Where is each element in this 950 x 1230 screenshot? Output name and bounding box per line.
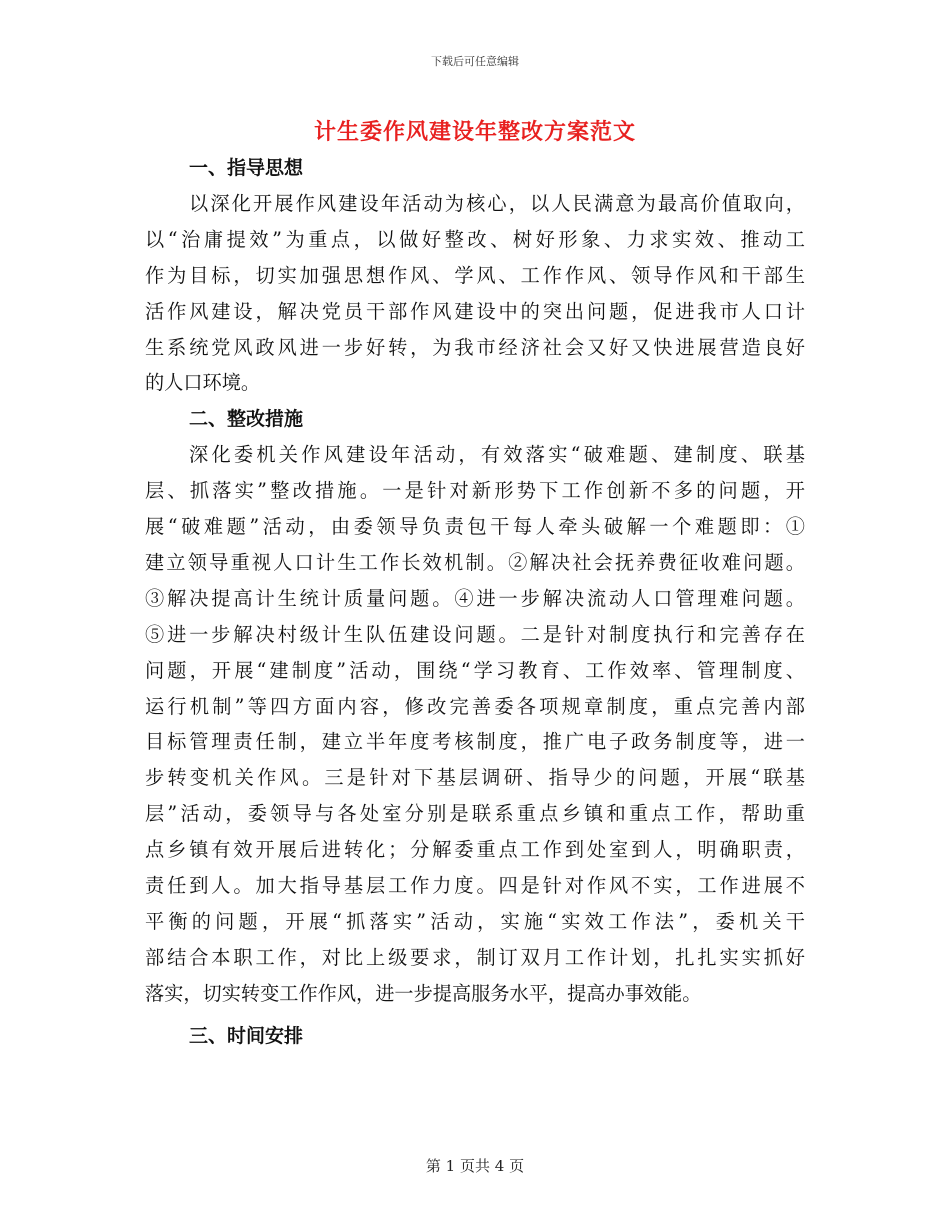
text-line: 的人口环境。 bbox=[145, 371, 261, 395]
section-paragraph bbox=[145, 437, 805, 1011]
document-body bbox=[145, 150, 805, 1054]
text-line: 层”活动，委领导与各处室分别是联系重点乡镇和重点工作，帮助重 bbox=[145, 802, 805, 826]
text-line: 深化委机关作风建设年活动，有效落实“破难题、建制度、联基 bbox=[189, 443, 805, 467]
text-line: 以“治庸提效”为重点，以做好整改、树好形象、力求实效、推动工 bbox=[145, 227, 805, 251]
text-line: 运行机制”等四方面内容，修改完善委各项规章制度，重点完善内部 bbox=[145, 694, 805, 718]
text-line: ⑤进一步解决村级计生队伍建设问题。二是针对制度执行和完善存在 bbox=[145, 622, 805, 646]
text-line: 平衡的问题，开展“抓落实”活动，实施“实效工作法”，委机关干 bbox=[145, 909, 805, 933]
text-line: 展“破难题”活动，由委领导负责包干每人牵头破解一个难题即：① bbox=[145, 515, 805, 539]
section-paragraph bbox=[145, 186, 805, 401]
section-heading: 二、整改措施 bbox=[189, 408, 304, 431]
text-line: 责任到人。加大指导基层工作力度。四是针对作风不实，工作进展不 bbox=[145, 874, 805, 898]
page-number: 第 1 页共 4 页 bbox=[425, 1157, 525, 1175]
text-line: 落实，切实转变工作作风，进一步提高服务水平，提高办事效能。 bbox=[145, 981, 702, 1005]
text-line: 活作风建设，解决党员干部作风建设中的突出问题，促进我市人口计 bbox=[145, 299, 805, 323]
document-title: 计生委作风建设年整改方案范文 bbox=[313, 119, 636, 145]
text-line: ③解决提高计生统计质量问题。④进一步解决流动人口管理难问题。 bbox=[145, 586, 805, 610]
text-line: 生系统党风政风进一步好转，为我市经济社会又好又快进展营造良好 bbox=[145, 335, 805, 359]
text-line: 建立领导重视人口计生工作长效机制。②解决社会抚养费征收难问题。 bbox=[145, 551, 805, 575]
text-line: 目标管理责任制，建立半年度考核制度，推广电子政务制度等，进一 bbox=[145, 730, 805, 754]
text-line: 步转变机关作风。三是针对下基层调研、指导少的问题，开展“联基 bbox=[145, 766, 805, 790]
header-note: 下载后可任意编辑 bbox=[431, 55, 519, 68]
text-line: 作为目标，切实加强思想作风、学风、工作作风、领导作风和干部生 bbox=[145, 263, 805, 287]
text-line: 问题，开展“建制度”活动，围绕“学习教育、工作效率、管理制度、 bbox=[145, 658, 805, 682]
section-heading: 一、指导思想 bbox=[189, 157, 304, 179]
text-line: 点乡镇有效开展后进转化；分解委重点工作到处室到人，明确职责， bbox=[145, 838, 805, 862]
text-line: 以深化开展作风建设年活动为核心，以人民满意为最高价值取向， bbox=[189, 192, 805, 215]
text-line: 部结合本职工作，对比上级要求，制订双月工作计划，扎扎实实抓好 bbox=[145, 945, 805, 969]
section-heading: 三、时间安排 bbox=[189, 1024, 304, 1047]
text-line: 层、抓落实”整改措施。一是针对新形势下工作创新不多的问题，开 bbox=[145, 479, 805, 503]
